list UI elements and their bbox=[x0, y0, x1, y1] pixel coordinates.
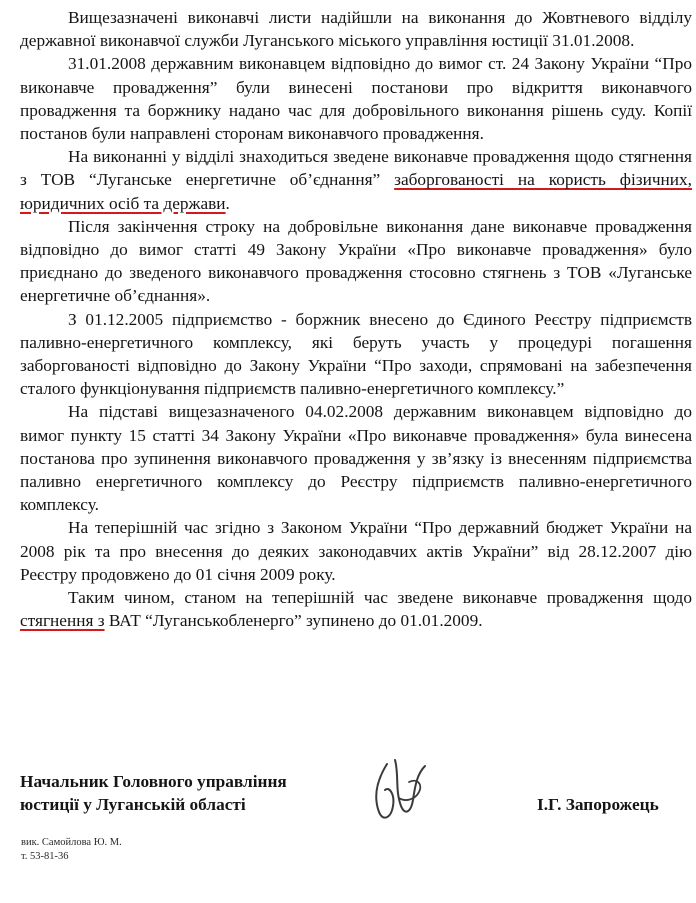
executor-phone: т. 53-81-36 bbox=[21, 851, 69, 862]
paragraph-6 bbox=[20, 400, 692, 516]
paragraph-text: На теперішній час згідно з Законом України “Про державний бюджет України на 2008 рік та про внесення до деяких законодавчих актів України” від 28.12.2007 дію Реєстру продовжено до 01 січня 2009 року. bbox=[20, 518, 692, 584]
signature-block bbox=[20, 770, 680, 830]
official-position bbox=[20, 770, 287, 816]
paragraph-1 bbox=[20, 6, 692, 52]
paragraph-7 bbox=[20, 516, 692, 586]
paragraph-4 bbox=[20, 215, 692, 308]
position-line-2: юстиції у Луганській області bbox=[20, 795, 246, 814]
document-body bbox=[20, 0, 692, 632]
paragraph-8 bbox=[20, 586, 692, 632]
paragraph-5 bbox=[20, 308, 692, 401]
paragraph-text: На виконанні у відділі знаходиться зведене виконавче провадження щодо стягнення з ТОВ “Луганське енергетичне об’єднання” bbox=[20, 147, 692, 190]
paragraph-text: Вищезазначені виконавчі листи надійшли на виконання до Жовтневого відділу державної виконавчої служби Луганського міського управління юстиції 31.01.2008. bbox=[20, 8, 692, 51]
executor-name: вик. Самойлова Ю. М. bbox=[21, 837, 122, 848]
underlined-phrase-debts: заборгованості на користь фізичних, юридичних осіб та держави bbox=[20, 170, 692, 213]
paragraph-3 bbox=[20, 145, 692, 215]
position-line-1: Начальник Головного управління bbox=[20, 772, 287, 791]
signer-name: І.Г. Запорожець bbox=[537, 795, 659, 814]
paragraph-text: На підставі вищезазначеного 04.02.2008 державним виконавцем відповідно до вимог пункту 15 статті 34 Закону України «Про виконавче провадження» була винесена постанова про зупинення виконавчого провадження у зв’язку із внесенням підприємства паливно енергетичного комплексу до Реєстру підприємств паливно-енергетичного комплексу. bbox=[20, 402, 692, 515]
paragraph-2 bbox=[20, 52, 692, 145]
handwritten-signature bbox=[365, 756, 435, 828]
paragraph-text: . bbox=[225, 193, 230, 213]
executor-footer bbox=[21, 836, 122, 864]
paragraph-text: Після закінчення строку на добровільне виконання дане виконавче провадження відповідно до вимог статті 49 Закону України «Про виконавче провадження» було приєднано до зведеного виконавчого провадження стосовно стягнень з ТОВ «Луганське енергетичне об’єднання». bbox=[20, 216, 692, 306]
paragraph-text: ВАТ “Луганськобленерго” зупинено до 01.01.2009. bbox=[104, 611, 483, 631]
paragraph-text: 31.01.2008 державним виконавцем відповідно до вимог ст. 24 Закону України “Про виконавче провадження” були винесені постанови про відкриття виконавчого провадження та боржнику надано час для добровільного виконання рішень суду. Копії постанов були направлені сторонам виконавчого провадження. bbox=[20, 54, 692, 144]
underlined-phrase-collection: стягнення з bbox=[20, 611, 105, 631]
paragraph-text: Таким чином, станом на теперішній час зведене виконавче провадження щодо bbox=[68, 588, 692, 608]
paragraph-text: З 01.12.2005 підприємство - боржник внесено до Єдиного Реєстру підприємств паливно-енергетичного комплексу, які беруть участь у процедурі погашення заборгованості відповідно до Закону України “Про заходи, спрямовані на забезпечення сталого функціонування підприємств паливно-енергетичного комплексу.” bbox=[20, 309, 692, 399]
